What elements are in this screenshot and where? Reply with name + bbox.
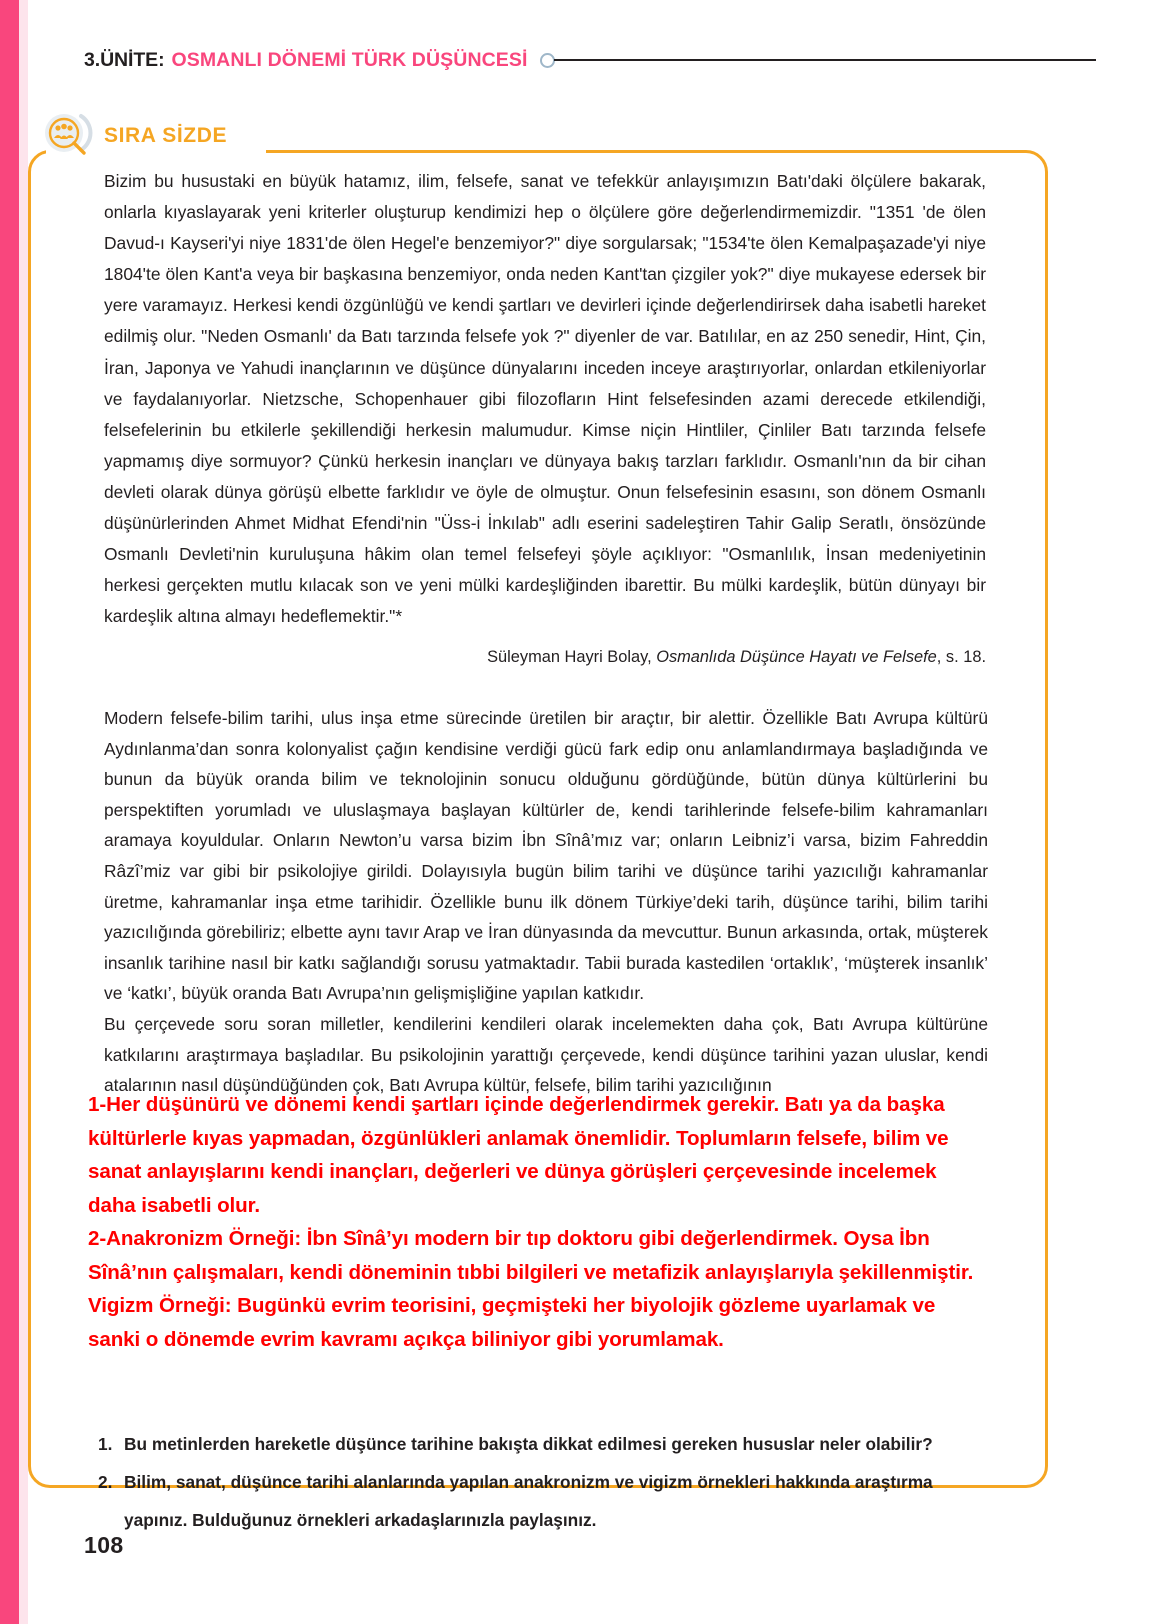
body-paragraph-2: Bu çerçevede soru soran milletler, kendilerini kendileri olarak incelemekten daha çok, Batı Avrupa kültürüne katkılarını araştırmaya başladılar. Bu psikolojinin yarattığı çerçevede, kendi düşünce tarihini yazan uluslar, kendi atalarının nasıl düşündüğünden çok, Batı Avrupa kültür, felsefe, bilim tarihi yazıcılığının (104, 1013, 988, 1096)
activity-label: SIRA SİZDE (104, 124, 228, 147)
annotation-line-2: 2-Anakronizm Örneği: İbn Sînâ’yı modern bir tıp doktoru gibi değerlendirmek. Oysa İbn Sînâ’nın çalışmaları, kendi döneminin tıbbi bilgileri ve metafizik anlayışlarıyla şekillenmiştir. (88, 1227, 974, 1284)
header-rule (554, 59, 1096, 61)
running-head (84, 45, 1096, 75)
attribution-author: Süleyman Hayri Bolay, (487, 648, 657, 666)
quote-text: Bizim bu husustaki en büyük hatamız, ilim, felsefe, sanat ve tefekkür anlayışımızın Batı'daki ölçülere bakarak, onlarla kıyaslayarak yeni kriterler oluşturup kendimizi hep o ölçülere göre değerlendirmemizdir. "1351 'de ölen Davud-ı Kayseri'yi niye 1831'de ölen Hegel'e benzemiyor?" diye sorgularsak; "1534'te ölen Kemalpaşazade'yi niye 1804'te ölen Kant'a veya bir başkasına benzemiyor, onda neden Kant'tan çizgiler yok?" diye mukayese edersek bir yere varamayız. Herkesi kendi özgünlüğü ve kendi şartları ve devirleri içinde değerlendirirsek daha isabetli hareket edilmiş olur. "Neden Osmanlı' da Batı tarzında felsefe yok ?" diyenler de var. Batılılar, en az 250 senedir, Hint, Çin, İran, Japonya ve Yahudi inançlarının ve düşünce dünyalarını inceden inceye araştırıyorlar, onlardan etkileniyorlar ve faydalanıyorlar. Nietzsche, Schopenhauer gibi filozofların Hint felsefesinden azami derecede etkilendiği, felsefelerinin bu etkilerle şekillendiği herkesin malumudur. Kimse niçin Hintliler, Çinliler Batı tarzında felsefe yapmamış diye sormuyor? Çünkü herkesin inançları ve dünyaya bakış tarzları farklıdır. Osmanlı'nın da bir cihan devleti olarak dünya görüşü elbette farklıdır ve öyle de olmuştur. Onun felsefesinin esasını, son dönem Osmanlı düşünürlerinden Ahmet Midhat Efendi'nin "Üss-i İnkılab" adlı eserini sadeleştiren Tahir Galip Seratlı, önsözünde Osmanlı Devleti'nin kuruluşuna hâkim olan temel felsefeyi şöyle açıklıyor: "Osmanlılık, İnsan medeniyetinin herkesi gerçekten mutlu kılacak son ve yeni mülki kardeşliğinden ibarettir. Bu mülki kardeşlik, bütün dünyayı bir kardeşlik altına almayı hedeflemektir."* (104, 171, 986, 627)
unit-label: 3.ÜNİTE: (84, 48, 165, 71)
body-text (104, 703, 988, 1101)
question-item (98, 1463, 998, 1539)
left-margin-strip (0, 0, 19, 1624)
circle-marker-icon (540, 53, 555, 68)
quote-attribution (104, 645, 986, 669)
question-number: 1. (98, 1434, 113, 1454)
page-number: 108 (84, 1532, 124, 1558)
activity-header (40, 108, 227, 164)
question-text: Bilim, sanat, düşünce tarihi alanlarında yapılan anakronizm ve vigizm örnekleri hakkında araştırma yapınız. Bulduğunuz örnekleri arkadaşlarınızla paylaşınız. (124, 1472, 933, 1530)
question-text: Bu metinlerden hareketle düşünce tarihine bakışta dikkat edilmesi gereken hususlar neler olabilir? (124, 1434, 933, 1454)
body-paragraph-1: Modern felsefe-bilim tarihi, ulus inşa etme sürecinde üretilen bir araçtır, bir alettir. Özellikle Batı Avrupa kültürü Aydınlanma’dan sonra kolonyalist çağın kendisine verdiği gücü fark edip onu anlamlandırmaya başladığında ve bunun da büyük oranda bilim ve teknolojinin sonucu olduğunu gördüğünde, bütün dünya kültürlerini bu perspektiften yorumladı ve uluslaşmaya başlayan kültürler de, kendi tarihlerinde felsefe-bilim kahramanları aramaya koyuldular. Onların Newton’u varsa bizim İbn Sînâ’mız var; onların Leibniz’i varsa, bizim Fahreddin Râzî’miz var gibi bir psikolojiye girildi. Dolayısıyla bugün bilim tarihi ve düşünce tarihi yazıcılığı kahramanlar üretme, kahramanlar inşa etme tarihidir. Özellikle bunu ilk dönem Türkiye’deki tarih, düşünce tarihi, bilim tarihi yazıcılığında görebiliriz; elbette aynı tavır Arap ve İran dünyasında da mevcuttur. Bunun arkasında, ortak, müşterek insanlık tarihine nasıl bir katkı sağlandığı sorusu yatmaktadır. Tabii burada kastedilen ‘ortaklık’, ‘müşterek insanlık’ ve ‘katkı’, büyük oranda Batı Avrupa’nın gelişmişliğine yapılan katkıdır. (104, 708, 988, 1004)
unit-title: OSMANLI DÖNEMİ TÜRK DÜŞÜNCESİ (171, 48, 528, 71)
question-list (98, 1425, 998, 1539)
attribution-work: Osmanlıda Düşünce Hayatı ve Felsefe (656, 648, 937, 666)
annotation-line-3: Vigizm Örneği: Bugünkü evrim teorisini, geçmişteki her biyolojik gözleme uyarlamak ve sanki o dönemde evrim kavramı açıkça biliniyor gibi yorumlamak. (88, 1294, 936, 1351)
annotation-line-1: 1-Her düşünürü ve dönemi kendi şartları içinde değerlendirmek gerekir. Batı ya da başka kültürlerle kıyas yapmadan, özgünlükleri anlamak önemlidir. Toplumların felsefe, bilim ve sanat anlayışlarını kendi inançları, değerleri ve dünya görüşleri çerçevesinde incelemek daha isabetli olur. (88, 1093, 949, 1217)
question-item (98, 1425, 998, 1463)
magnifier-people-icon (40, 109, 94, 163)
question-number: 2. (98, 1472, 113, 1492)
left-margin-strip-light (19, 0, 28, 1624)
student-annotation (88, 1088, 988, 1356)
quote-passage (104, 166, 986, 632)
attribution-page: , s. 18. (936, 648, 986, 666)
